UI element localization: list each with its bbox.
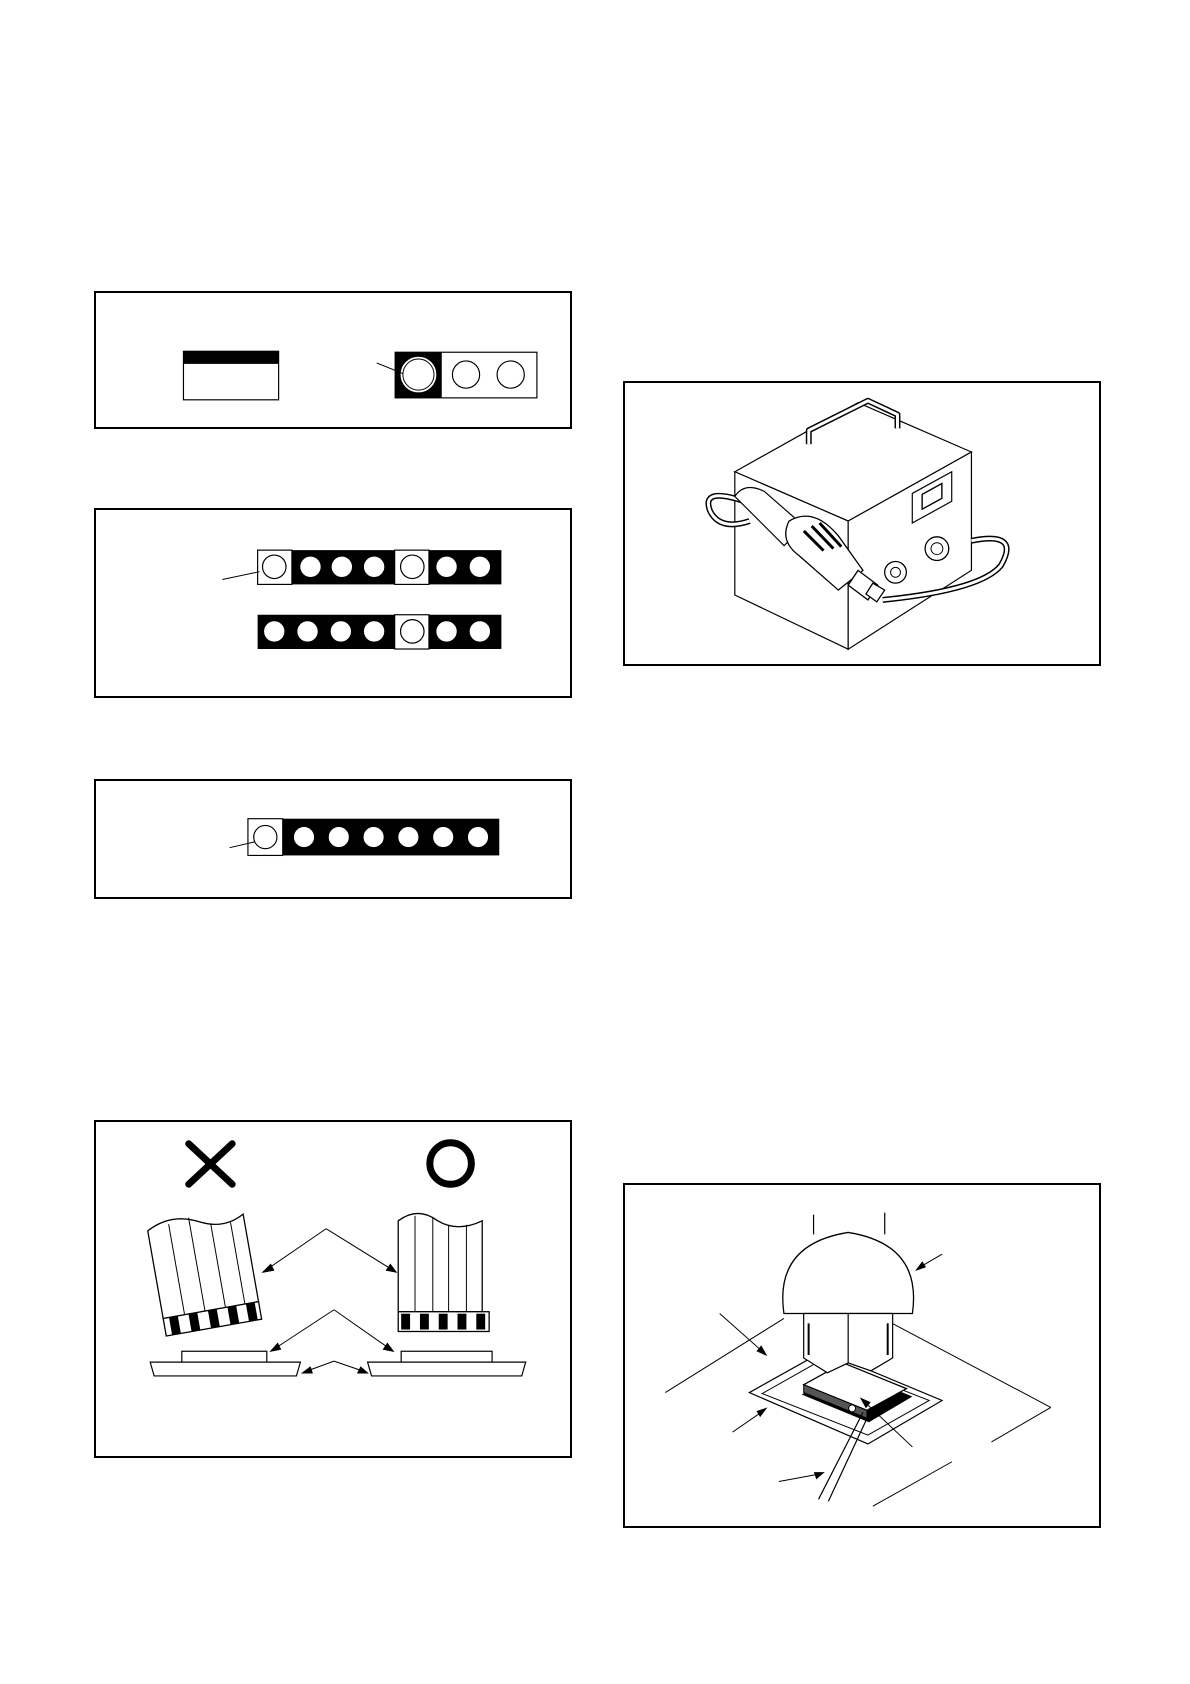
cross-mark-icon xyxy=(189,1144,232,1185)
circle-mark-icon xyxy=(430,1143,472,1185)
pcb-pads xyxy=(150,1351,526,1376)
figure-pin-rows xyxy=(94,508,572,698)
figure-qfp-removal xyxy=(623,1183,1101,1528)
soldering-tip-drawing xyxy=(96,1122,570,1456)
hot-air-nozzle xyxy=(783,1213,914,1373)
leader-arrows xyxy=(263,1229,396,1373)
pin-rows-drawing xyxy=(96,510,570,696)
qfp-removal-drawing xyxy=(625,1185,1099,1526)
tip-tilted-wrong xyxy=(147,1207,262,1336)
tip-straight-right xyxy=(398,1213,489,1331)
pin-row-bottom xyxy=(258,615,502,649)
hot-air-station-drawing xyxy=(625,383,1099,664)
figure-diode-pins xyxy=(94,291,572,429)
diode-body xyxy=(183,351,278,400)
figure-hot-air-station xyxy=(623,381,1101,666)
pin-row-top xyxy=(222,550,501,584)
figure-sip-ic xyxy=(94,779,572,899)
three-pin-footprint xyxy=(377,352,537,398)
leader-line xyxy=(222,572,259,580)
figure-soldering-tip-comparison xyxy=(94,1120,572,1458)
diode-pins-drawing xyxy=(96,293,570,427)
sip-ic-drawing xyxy=(96,781,570,897)
